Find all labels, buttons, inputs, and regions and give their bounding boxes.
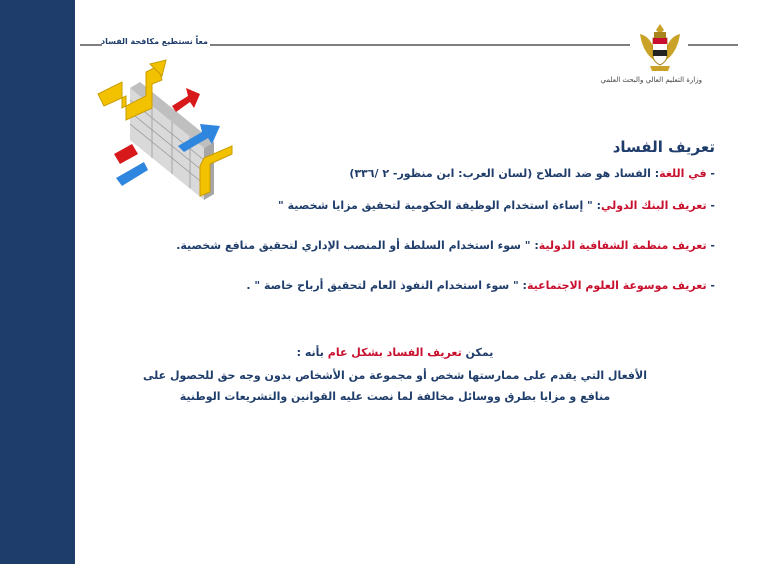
eagle-emblem-icon: [634, 20, 686, 76]
header-divider-left: [80, 44, 102, 46]
header-divider-right: [210, 44, 630, 46]
general-definition-line-2: منافع و مزايا بطرق ووسائل مخالفة لما نصت عليه القوانين والتشريعات الوطنية: [179, 390, 611, 403]
definition-text: " سوء استخدام النفوذ العام لتحقيق أرباح خاصة " .: [246, 279, 519, 292]
definition-social-sciences: - تعريف موسوعة العلوم الاجتماعية: " سوء استخدام النفوذ العام لتحقيق أرباح خاصة " .: [246, 279, 715, 292]
left-blue-stripe: [0, 0, 75, 564]
anti-corruption-slogan: معاً نستطيع مكافحة الفساد: [101, 37, 208, 46]
ministry-name: وزارة التعليم العالي والبحث العلمي: [600, 76, 702, 84]
definition-text: الفساد هو ضد الصلاح (لسان العرب: ابن منظور- ٢ /٣٣٦): [349, 167, 651, 180]
definition-term: في اللغة: [659, 167, 707, 180]
intro-suffix: بأنه :: [296, 346, 324, 359]
definition-text: " سوء استخدام السلطة أو المنصب الإداري لتحقيق منافع شخصية.: [176, 239, 531, 252]
definition-language: - في اللغة: الفساد هو ضد الصلاح (لسان العرب: ابن منظور- ٢ /٣٣٦): [349, 167, 715, 180]
definition-world-bank: - تعريف البنك الدولي: " إساءة استخدام الوظيفة الحكومية لتحقيق مزايا شخصية ": [278, 199, 715, 212]
definition-text: " إساءة استخدام الوظيفة الحكومية لتحقيق مزايا شخصية ": [278, 199, 593, 212]
definition-transparency-international: - تعريف منظمة الشفافية الدولية: " سوء استخدام السلطة أو المنصب الإداري لتحقيق منافع شخصية.: [176, 239, 715, 252]
definitions-section: [95, 138, 715, 294]
page-title: تعريف الفساد: [612, 138, 715, 156]
header-divider-far-right: [688, 44, 738, 46]
definition-term: تعريف موسوعة العلوم الاجتماعية: [526, 279, 707, 292]
general-definition-intro: [80, 346, 710, 359]
general-definition-line-1: الأفعال التي يقدم على ممارستها شخص أو مجموعة من الأشخاص بدون وجه حق للحصول على: [143, 369, 647, 382]
general-definition: [80, 346, 710, 407]
intro-prefix: يمكن: [465, 346, 494, 359]
definition-term: تعريف البنك الدولي: [601, 199, 707, 212]
definition-term: تعريف منظمة الشفافية الدولية: [538, 239, 707, 252]
intro-highlight: تعريف الفساد بشكل عام: [327, 346, 462, 359]
